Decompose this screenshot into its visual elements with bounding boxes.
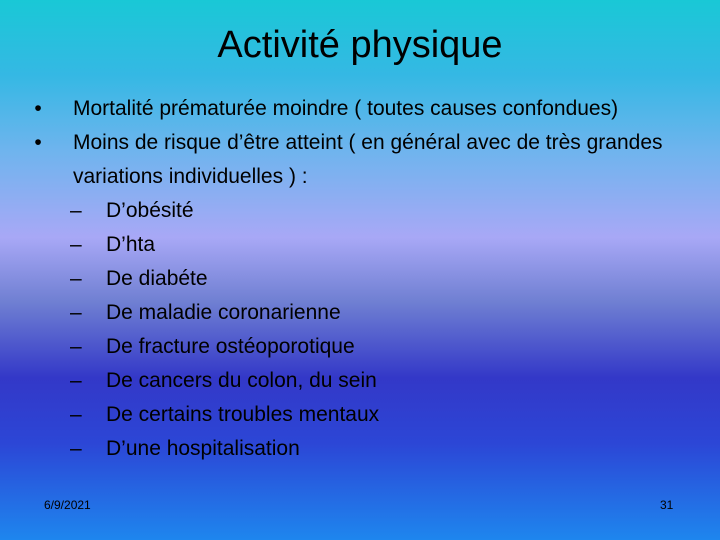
bullet-mark: • (34, 97, 42, 120)
sub-item-text: De maladie coronarienne (106, 301, 341, 324)
sub-mark: – (70, 437, 82, 460)
sub-item (28, 330, 688, 364)
sub-mark: – (70, 369, 82, 392)
sub-item-text: De cancers du colon, du sein (106, 369, 377, 392)
sub-mark: – (70, 403, 82, 426)
slide-date: 6/9/2021 (44, 498, 91, 512)
sub-item (28, 432, 688, 466)
sub-item (28, 296, 688, 330)
sub-item-text: D’hta (106, 233, 156, 256)
bullet-text: Mortalité prématurée moindre ( toutes causes confondues) (73, 97, 619, 120)
slide-page-number: 31 (660, 498, 674, 512)
slide-title: Activité physique (217, 24, 503, 66)
sub-mark: – (70, 233, 82, 256)
bullet-item (28, 126, 688, 194)
bullet-text: Moins de risque d’être atteint ( en général avec de très grandes variations individuelles ) : (73, 131, 663, 188)
sub-item-text: De certains troubles mentaux (106, 403, 380, 426)
sub-mark: – (70, 267, 82, 290)
sub-item-text: De fracture ostéoporotique (106, 335, 355, 358)
sub-item (28, 364, 688, 398)
sub-mark: – (70, 199, 82, 222)
bullet-mark: • (34, 131, 42, 154)
sub-mark: – (70, 301, 82, 324)
sub-item (28, 194, 688, 228)
bullet-item (28, 92, 688, 126)
sub-item (28, 228, 688, 262)
sub-item (28, 262, 688, 296)
sub-item-text: De diabéte (106, 267, 208, 290)
sub-mark: – (70, 335, 82, 358)
sub-item (28, 398, 688, 432)
sub-item-text: D’une hospitalisation (106, 437, 300, 460)
sub-item-text: D’obésité (106, 199, 194, 222)
slide-content (28, 92, 688, 466)
